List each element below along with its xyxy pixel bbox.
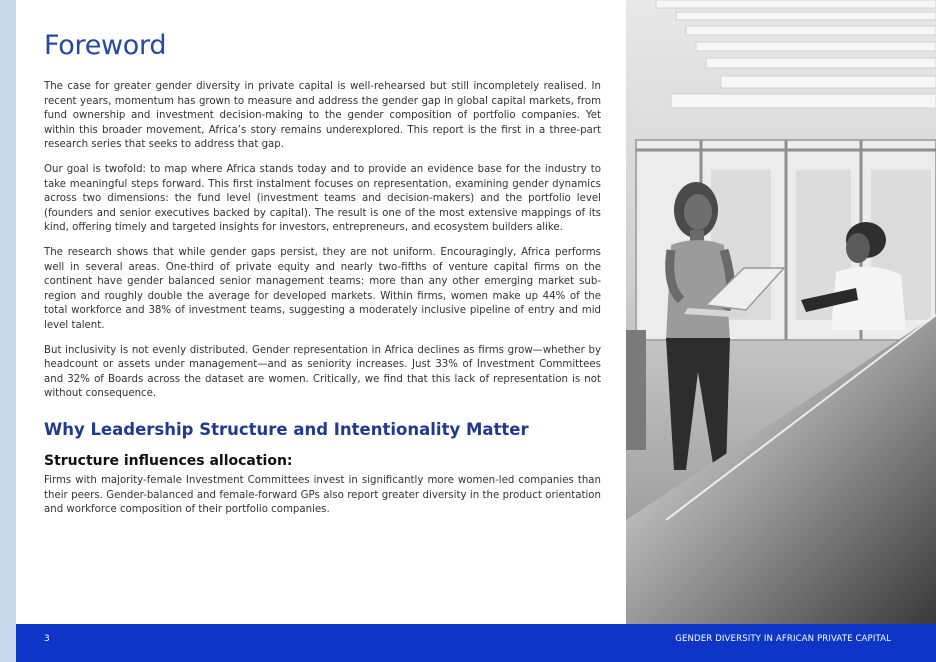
foreword-body <box>44 80 601 412</box>
office-photo <box>626 0 936 624</box>
photo-two-women-office-icon <box>626 0 936 624</box>
page-title: Foreword <box>44 30 167 61</box>
section-body <box>44 474 601 528</box>
subheading: Structure influences allocation: <box>44 453 293 469</box>
page-content <box>44 0 601 624</box>
running-title: GENDER DIVERSITY IN AFRICAN PRIVATE CAPITAL <box>675 634 891 644</box>
page-number: 3 <box>44 634 50 644</box>
section-heading: Why Leadership Structure and Intentionality Matter <box>44 420 529 439</box>
paragraph: Firms with majority-female Investment Committees invest in significantly more women-led companies than their peers. Gender-balanced and female-forward GPs also report greater diversity in the product orientation and workforce composition of their portfolio companies. <box>44 475 601 516</box>
page-footer <box>16 624 936 662</box>
paragraph: The case for greater gender diversity in private capital is well-rehearsed but still incompletely realised. In recent years, momentum has grown to measure and address the gender gap in global capital markets, from fund ownership and investment decision-making to the gender composition of portfolio companies. Yet within this broader movement, Africa’s story remains underexplored. This report is the first in a three-part research series that seeks to address that gap. <box>44 81 601 151</box>
paragraph: The research shows that while gender gaps persist, they are not uniform. Encouragingly, Africa performs well in several areas. One-third of private equity and nearly two-fifths of venture capital firms on the continent have gender balanced senior management teams: more than any other emerging market sub-region and roughly double the average for developed markets. Within firms, women make up 44% of the total workforce and 38% of investment teams, suggesting a moderately inclusive pipeline of entry and mid level talent. <box>44 246 601 331</box>
left-accent-strip <box>0 0 16 662</box>
paragraph: But inclusivity is not evenly distributed. Gender representation in Africa declines as firms grow—whether by headcount or assets under management—and as seniority increases. Just 33% of Investment Committees and 32% of Boards across the dataset are women. Critically, we find that this lack of representation is not without consequence. <box>44 344 601 400</box>
paragraph: Our goal is twofold: to map where Africa stands today and to provide an evidence base for the industry to take meaningful steps forward. This first instalment focuses on representation, examining gender dynamics across two dimensions: the fund level (investment teams and decision-makers) and the portfolio level (founders and senior executives backed by capital). The result is one of the most extensive mappings of its kind, offering timely and targeted insights for investors, entrepreneurs, and ecosystem builders alike. <box>44 163 601 234</box>
